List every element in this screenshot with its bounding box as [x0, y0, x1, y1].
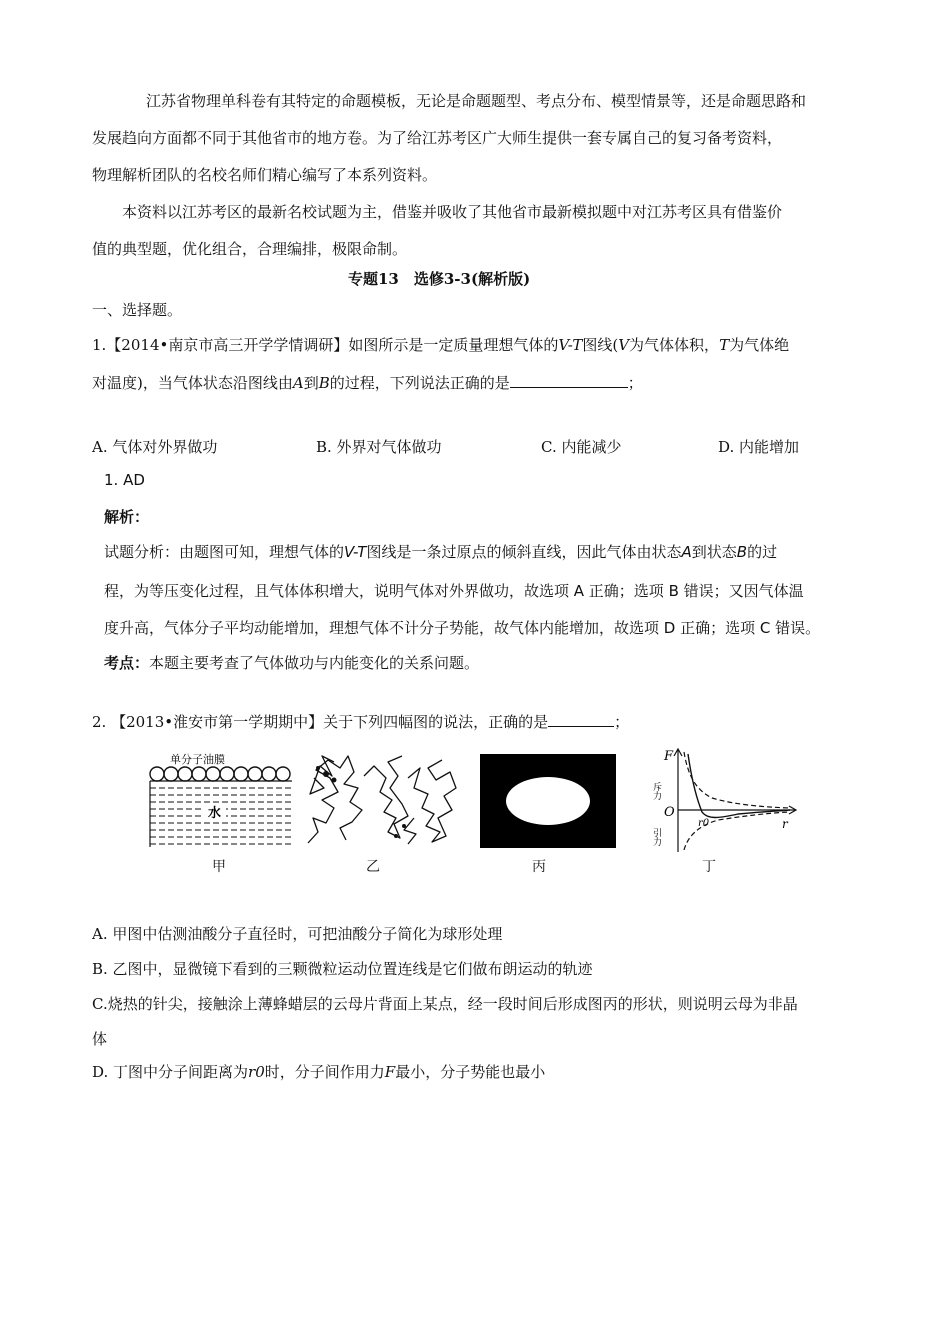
q1-option-d: D. 内能增加 [718, 438, 800, 456]
q1-kaodian: 考点：本题主要考查了气体做功与内能变化的关系问题。 [104, 654, 480, 672]
section-heading: 一、选择题。 [92, 301, 183, 319]
oil-film-label: 单分子油膜 [170, 753, 225, 766]
q2-option-a: A. 甲图中估测油酸分子直径时，可把油酸分子简化为球形处理 [92, 925, 503, 943]
q2-option-d: D. 丁图中分子间距离为r0时，分子间作用力F最小，分子势能也最小 [92, 1063, 546, 1081]
q1-option-a: A. 气体对外界做功 [92, 438, 218, 456]
caption-jia: 甲 [212, 859, 226, 875]
intro-para2-line1: 本资料以江苏考区的最新名校试题为主，借鉴并吸收了其他省市最新模拟题中对江苏考区具有借鉴价 [122, 203, 783, 221]
figure-yi-brownian-motion [304, 748, 462, 848]
q1-answer: 1. AD [104, 471, 145, 489]
q2-stem: 2. 【2013•淮安市第一学期期中】关于下列四幅图的说法，正确的是 ； [92, 713, 630, 731]
q1-stem-line2: 对温度)，当气体状态沿图线由A到B的过程，下列说法正确的是 ； [92, 374, 643, 392]
r0-label: r0 [698, 818, 710, 829]
q1-analysis-line3: 度升高，气体分子平均动能增加，理想气体不计分子势能，故气体内能增加，故选项 D 正确；选项 C 错误。 [104, 619, 821, 637]
repulsion-label: 斥力 [651, 782, 661, 800]
page-title: 专题13 选修3-3(解析版) [348, 270, 531, 288]
q1-option-c: C. 内能减少 [541, 438, 622, 456]
water-label: 水 [208, 806, 222, 821]
figure-ding-force-curve [648, 746, 800, 854]
attraction-label: 引力 [651, 828, 661, 846]
q2-option-c-line2: 体 [92, 1030, 108, 1048]
f-axis-label: F [664, 749, 674, 764]
caption-yi: 乙 [366, 859, 380, 875]
r-axis-label: r [782, 817, 788, 831]
q2-option-c-line1: C.烧热的针尖，接触涂上薄蜂蜡层的云母片背面上某点，经一段时间后形成图丙的形状，则说明云母为非晶 [92, 995, 798, 1013]
q1-analysis-label: 解析： [104, 508, 150, 526]
q1-analysis-line2: 程，为等压变化过程，且气体体积增大，说明气体对外界做功，故选项 A 正确；选项 B 错误；又因气体温 [104, 582, 804, 600]
caption-bing: 丙 [532, 859, 546, 875]
q2-option-b: B. 乙图中，显微镜下看到的三颗微粒运动位置连线是它们做布朗运动的轨迹 [92, 960, 593, 978]
intro-para2-line2: 值的典型题，优化组合，合理编排，极限命制。 [92, 240, 408, 258]
origin-label: O [664, 805, 675, 820]
q1-stem-line1: 1.【2014•南京市高三开学学情调研】如图所示是一定质量理想气体的V-T图线(V为气体体积，T为气体绝 [92, 336, 790, 354]
caption-ding: 丁 [702, 859, 716, 875]
intro-para1-line1: 江苏省物理单科卷有其特定的命题模板，无论是命题题型、考点分布、模型情景等，还是命题思路和 [146, 92, 807, 110]
intro-para1-line2: 发展趋向方面都不同于其他省市的地方卷。为了给江苏考区广大师生提供一套专属自己的复习备考资料， [92, 129, 783, 147]
q2-answer-blank [548, 712, 614, 727]
intro-para1-line3: 物理解析团队的名校名师们精心编写了本系列资料。 [92, 166, 438, 184]
q1-analysis-line1: 试题分析：由题图可知，理想气体的V-T图线是一条过原点的倾斜直线，因此气体由状态A到状态B的过 [104, 543, 778, 561]
figure-jia-oil-film [148, 752, 294, 848]
q1-option-b: B. 外界对气体做功 [316, 438, 442, 456]
q1-answer-blank [510, 373, 628, 388]
figure-bing-wax-ellipse [480, 754, 616, 848]
